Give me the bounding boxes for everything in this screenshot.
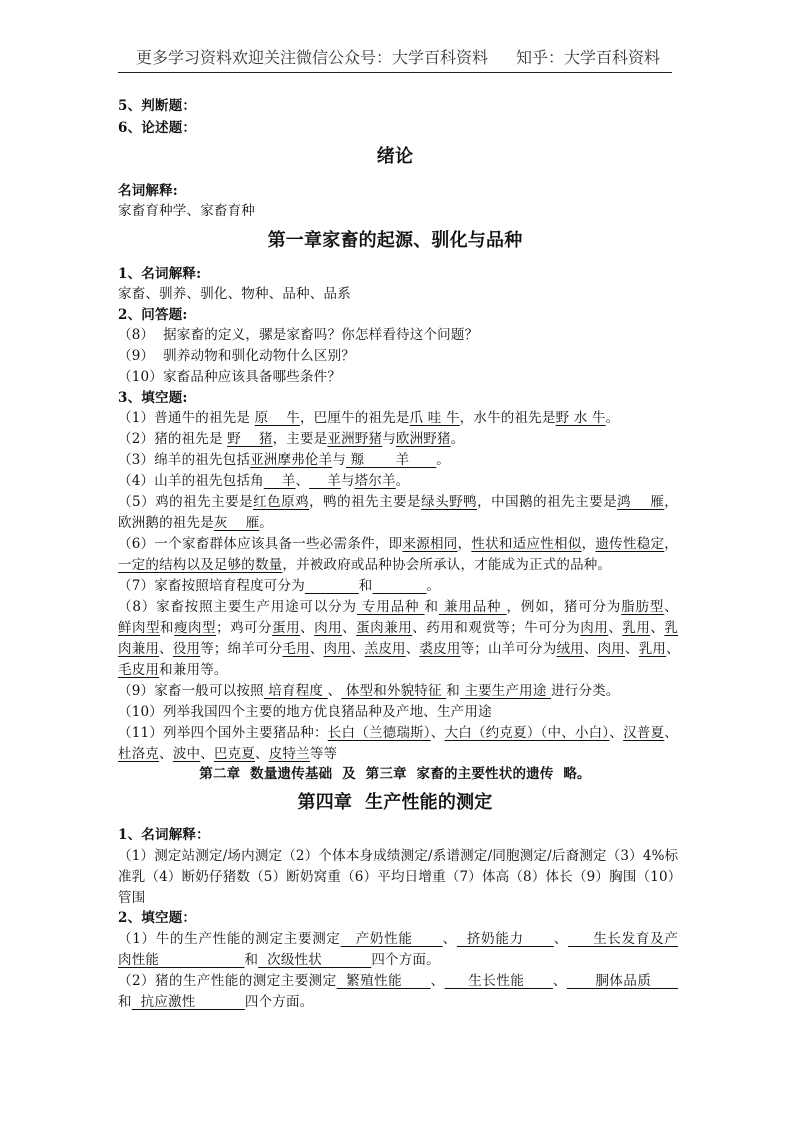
header-zhihu-note: 知乎：大学百科资料 (516, 48, 661, 67)
text-line (118, 450, 678, 470)
text-segment: ， (664, 494, 678, 510)
answer-blank: 培育程度 (263, 683, 328, 699)
text-segment: 2、填空题： (118, 910, 197, 926)
text-segment: 家畜、驯养、驯化、物种、品种、品系 (118, 286, 351, 302)
text-segment: （6）一个家畜群体应该具备一些必需条件，即 (118, 536, 403, 552)
text-segment: 。 (605, 410, 620, 426)
text-line (118, 264, 678, 284)
text-line (118, 305, 678, 325)
text-segment: 和兼用等。 (159, 662, 228, 678)
text-line (118, 846, 678, 866)
text-segment: 。 (436, 452, 450, 468)
text-segment: （10）列举我国四个主要的地方优良猪品种及产地、生产用途 (118, 704, 492, 720)
text-segment: ， (581, 536, 596, 552)
answer-blank: 肉性能 (118, 952, 245, 968)
text-segment: 、 (553, 931, 569, 947)
text-segment: 与 (340, 473, 355, 489)
answer-blank: 产奶性能 (340, 931, 443, 947)
text-segment: 、药用和观赏等；牛可分为 (412, 620, 581, 636)
text-segment: ；鸡可分 (216, 620, 273, 636)
text-line (118, 96, 678, 116)
text-segment: （11）列举四个国外主要猪品种： (118, 725, 328, 741)
text-line (118, 908, 678, 928)
text-line (118, 867, 682, 887)
text-segment: ， (457, 536, 472, 552)
text-line (118, 284, 678, 304)
answer-blank: 鲜肉型 (118, 620, 161, 636)
answer-blank: 生长性能 (444, 973, 553, 989)
answer-blank: 遗传性稳定 (595, 536, 665, 552)
chapter-title-1 (118, 231, 672, 251)
answer-blank: 专用品种 (356, 599, 425, 615)
text-segment: 、 (255, 746, 269, 762)
text-segment: （5）鸡的祖先主要是 (118, 494, 254, 510)
text-segment: 四个方面。 (244, 994, 314, 1010)
text-segment: ， (664, 536, 678, 552)
text-line (118, 201, 678, 221)
answer-blank: 蛋肉兼用 (356, 620, 413, 636)
answer-blank: 肉用 (314, 620, 343, 636)
text-line (118, 534, 678, 554)
text-line (118, 471, 678, 491)
text-segment: 1、名词解释： (118, 827, 210, 843)
text-segment: 与 (332, 452, 346, 468)
text-segment: 进行分类。 (551, 683, 620, 699)
answer-blank: 原 牛 (254, 410, 300, 426)
answer-blank: 羔皮用 (364, 641, 406, 657)
text-segment: （1）测定站测定/场内测定（2）个体本身成绩测定/系谱测定/同胞测定/后裔测定（3）4%标 (118, 848, 679, 864)
text-segment: 第四章 生产性能的测定 (297, 792, 493, 813)
text-segment: 和 (160, 620, 175, 636)
text-segment: 、 (159, 641, 173, 657)
text-segment: 、 (608, 620, 623, 636)
text-segment: 准乳（4）断奶仔猪数（5）断奶窝重（6）平均日增重（7）体高（8）体长（9）胸围（10） (118, 869, 682, 885)
text-segment: 、 (342, 620, 357, 636)
text-line (118, 950, 678, 970)
answer-blank (305, 578, 359, 594)
answer-blank: 性状和适应性相似 (471, 536, 582, 552)
text-segment: （10）家畜品种应该具备哪些条件？ (118, 369, 342, 385)
answer-blank: 体型和外貌特征 (341, 683, 447, 699)
text-segment: 和 (244, 952, 259, 968)
answer-blank: 来源相同 (402, 536, 458, 552)
answer-blank: 次级性状 (258, 952, 372, 968)
text-line (118, 492, 678, 512)
text-segment: （2）猪的生产性能的测定主要测定 (118, 973, 337, 989)
text-line (118, 555, 678, 575)
text-segment: 家畜育种学、家畜育种 (118, 203, 255, 219)
text-line (118, 744, 678, 764)
text-line (118, 367, 678, 387)
text-segment: （3）绵羊的祖先包括 (118, 452, 251, 468)
text-segment: （2）猪的祖先是 (118, 431, 228, 447)
text-segment: 、 (295, 473, 310, 489)
answer-blank: 野 水 牛 (555, 410, 606, 426)
text-segment: 1、名词解释: (118, 266, 202, 282)
text-segment: 5、判断题： (118, 98, 197, 114)
answer-blank: 绿头野鸭 (421, 494, 478, 510)
answer-blank: 爪 哇 牛 (409, 410, 460, 426)
answer-blank: 灰 雁 (213, 515, 260, 531)
text-segment: 。 (395, 473, 410, 489)
text-segment: 等；绵羊可分 (200, 641, 283, 657)
text-segment: （9） 驯养动物和驯化动物什么区别？ (118, 348, 355, 364)
answer-blank: 抗应激性 (131, 994, 245, 1010)
text-segment: 管围 (118, 890, 146, 906)
text-segment: 3、填空题: (118, 390, 188, 406)
text-segment: 、 (664, 599, 678, 615)
answer-blank: 亚洲摩弗伦羊 (250, 452, 333, 468)
answer-blank: 汉普夏 (623, 725, 665, 741)
answer-blank: 绒用 (556, 641, 584, 657)
text-segment: 、 (664, 725, 678, 741)
text-segment: （1）普通牛的祖先是 (118, 410, 255, 426)
answer-blank: 羱 羊 (346, 452, 437, 468)
text-segment: 、 (552, 973, 567, 989)
text-line (118, 325, 678, 345)
answer-blank: 主要生产用途 (459, 683, 552, 699)
answer-blank: 波中 (172, 746, 201, 762)
answer-blank: 挤奶能力 (456, 931, 554, 947)
answer-blank: 乳用 (622, 620, 651, 636)
text-segment: 、 (650, 620, 665, 636)
answer-blank: 役用 (172, 641, 201, 657)
text-segment: 欧洲鹅的祖先是 (118, 515, 214, 531)
text-line (118, 929, 678, 949)
text-line (118, 992, 678, 1012)
answer-blank: 亚洲野猪 (327, 431, 383, 447)
answer-blank: 大白（约克夏）（中、小白） (444, 725, 610, 741)
chapter-title-4 (118, 793, 672, 813)
text-segment: （1）牛的生产性能的测定主要测定 (118, 931, 341, 947)
text-segment: ，中国鹅的祖先主要是 (477, 494, 618, 510)
answer-blank: 繁殖性能 (336, 973, 431, 989)
text-segment: ，并被政府或品种协会所承认，才能成为正式的品种。 (282, 557, 612, 573)
text-segment: 、 (300, 620, 315, 636)
text-segment: 与 (382, 431, 396, 447)
text-segment: 名词解释: (118, 183, 178, 199)
text-segment: 、 (430, 973, 445, 989)
answer-blank: 塔尔羊 (354, 473, 396, 489)
text-line (118, 597, 678, 617)
text-segment: （8）家畜按照主要生产用途可以分为 (118, 599, 357, 615)
text-segment: 。 (259, 515, 273, 531)
answer-blank: 欧洲野猪 (395, 431, 451, 447)
text-segment: 、 (430, 725, 445, 741)
answer-blank: 肉用 (580, 620, 609, 636)
text-segment: 和 (358, 578, 373, 594)
answer-blank: 毛皮用 (118, 662, 160, 678)
text-line (118, 660, 678, 680)
text-segment: 、 (159, 746, 173, 762)
header-wechat-note: 更多学习资料欢迎关注微信公众号：大学百科资料 (136, 48, 489, 67)
answer-blank: 乳 (664, 620, 679, 636)
answer-blank: 胴体品质 (566, 973, 679, 989)
text-segment: 、 (350, 641, 365, 657)
text-segment: ，主要是 (272, 431, 328, 447)
answer-blank: 皮特兰 (268, 746, 310, 762)
text-segment: 等；山羊可分为 (460, 641, 557, 657)
answer-blank (373, 578, 427, 594)
page-header (118, 42, 672, 73)
answer-blank: 肉兼用 (118, 641, 160, 657)
text-segment: 、 (309, 641, 324, 657)
text-segment: 、 (442, 931, 457, 947)
text-segment: ，例如，猪可分为 (506, 599, 622, 615)
answer-blank: 巴克夏 (213, 746, 256, 762)
answer-blank: 裘皮用 (419, 641, 461, 657)
text-segment: （8） 据家畜的定义，骡是家畜吗？你怎样看待这个问题？ (118, 327, 479, 343)
text-segment: 、 (624, 641, 639, 657)
text-line (118, 888, 678, 908)
answer-blank: 红色原鸡 (253, 494, 310, 510)
answer-blank: 毛用 (282, 641, 310, 657)
text-line (118, 639, 678, 659)
answer-blank: 生长发育及产 (568, 931, 679, 947)
text-line (118, 618, 678, 638)
answer-blank: 肉用 (597, 641, 625, 657)
answer-blank: 羊 (263, 473, 296, 489)
text-segment: 第二章 数量遗传基础 及 第三章 家畜的主要性状的遗传 略。 (199, 766, 591, 782)
answer-blank: 瘦肉型 (174, 620, 217, 636)
text-segment: （9）家畜一般可以按照 (118, 683, 264, 699)
text-line (118, 723, 678, 743)
text-segment: 、 (609, 725, 624, 741)
chapter-2-3-note (118, 764, 672, 784)
text-line (118, 971, 678, 991)
text-segment: 、 (666, 641, 680, 657)
text-line (118, 825, 678, 845)
text-segment: 。 (450, 431, 465, 447)
text-segment: ，鸭的祖先主要是 (309, 494, 422, 510)
answer-blank: 一定的结构以及足够的数量 (118, 557, 283, 573)
answer-blank: 杜洛克 (118, 746, 160, 762)
text-segment: （7）家畜按照培育程度可分为 (118, 578, 305, 594)
text-segment: ，巴厘牛的祖先是 (299, 410, 410, 426)
text-line (118, 388, 678, 408)
text-line (118, 513, 678, 533)
section-title-intro (118, 147, 672, 167)
text-segment: （4）山羊的祖先包括角 (118, 473, 264, 489)
text-segment: 、 (327, 683, 342, 699)
text-segment: ，水牛的祖先是 (459, 410, 556, 426)
answer-blank: 野 猪 (227, 431, 273, 447)
text-segment: 第一章家畜的起源、驯化与品种 (267, 230, 523, 251)
text-segment: 、 (583, 641, 598, 657)
text-line (118, 681, 678, 701)
text-segment: 四个方面。 (371, 952, 440, 968)
text-line (118, 576, 678, 596)
answer-blank: 兼用品种 (438, 599, 507, 615)
text-segment: 6、论述题： (118, 120, 197, 136)
text-line (118, 429, 678, 449)
text-segment: 和 (424, 599, 439, 615)
text-segment: 。 (426, 578, 441, 594)
text-line (118, 118, 678, 138)
answer-blank: 长白（兰德瑞斯） (327, 725, 431, 741)
text-segment: 绪论 (376, 146, 414, 167)
answer-blank: 脂肪型 (621, 599, 665, 615)
text-segment: 等等 (309, 746, 338, 762)
answer-blank: 羊 (309, 473, 341, 489)
answer-blank: 肉用 (323, 641, 351, 657)
answer-blank: 鸿 雁 (617, 494, 665, 510)
text-line (118, 346, 678, 366)
text-segment: 、 (200, 746, 214, 762)
answer-blank: 乳用 (638, 641, 667, 657)
text-line (118, 702, 678, 722)
text-segment: 2、问答题: (118, 307, 188, 323)
text-segment: 和 (446, 683, 460, 699)
text-line (118, 408, 678, 428)
text-line (118, 181, 678, 201)
answer-blank: 蛋用 (272, 620, 301, 636)
text-segment: 和 (118, 994, 132, 1010)
text-segment: 、 (405, 641, 420, 657)
